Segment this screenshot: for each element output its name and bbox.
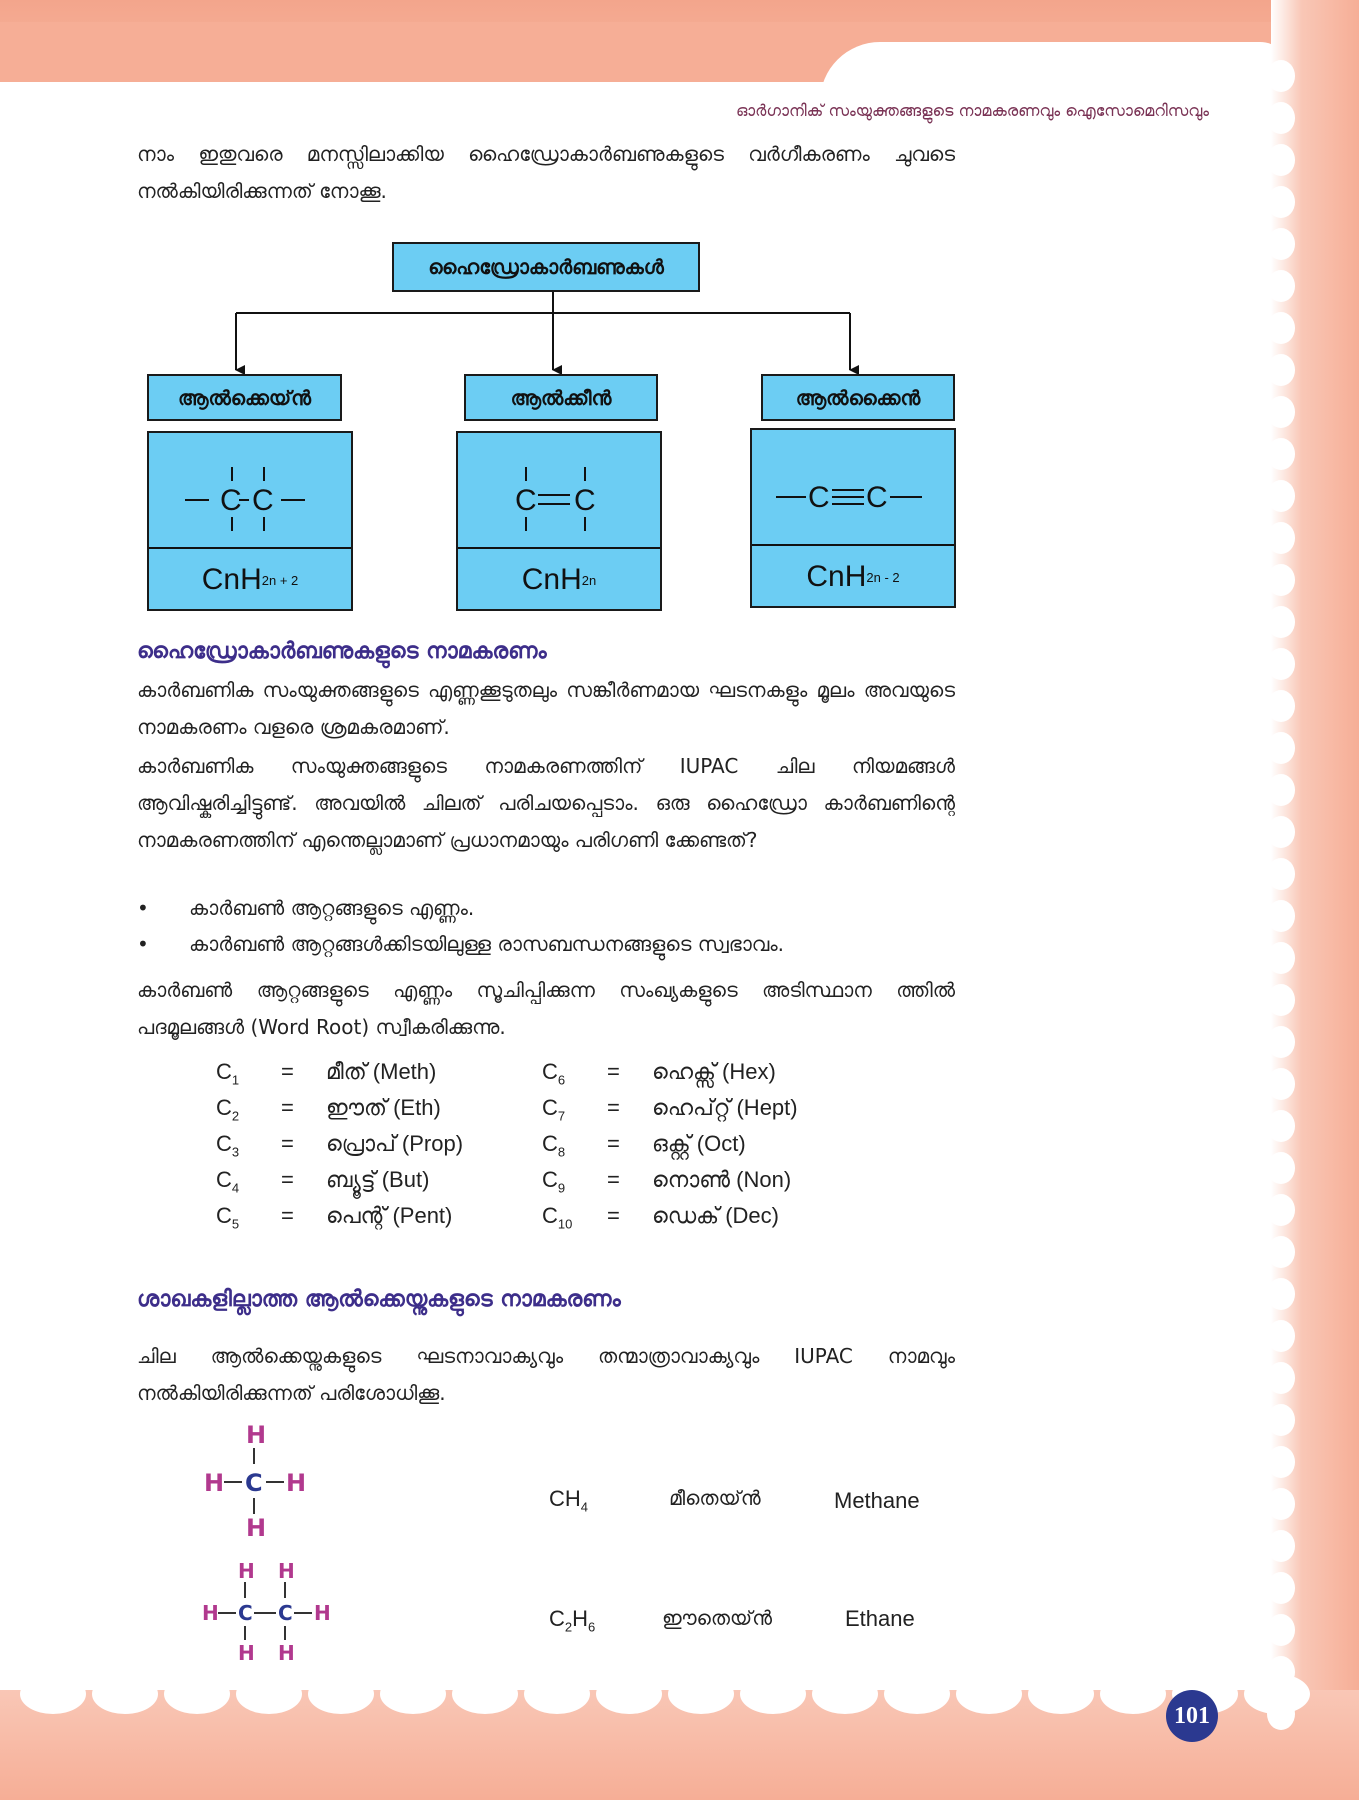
border-scallop xyxy=(884,1674,950,1714)
alkene-label-box: ആൽക്കീൻ xyxy=(464,374,658,421)
border-scallop xyxy=(1267,774,1295,806)
border-scallop xyxy=(956,1674,1022,1714)
border-scallop xyxy=(1267,1152,1295,1184)
border-scallop xyxy=(236,1674,302,1714)
methane-molecular-formula: $CH_4$ xyxy=(549,1486,589,1515)
methane-h-left: H xyxy=(204,1469,225,1497)
border-scallop xyxy=(1267,228,1295,260)
alkene-carbon-1: C xyxy=(515,484,537,517)
alkyne-carbon-1: C xyxy=(808,481,830,514)
alkyne-carbon-2: C xyxy=(866,481,888,514)
ethane-h-bottom-1: H xyxy=(238,1641,255,1664)
alkene-carbon-2: C xyxy=(574,484,596,517)
border-scallop xyxy=(1267,1068,1295,1100)
border-scallop xyxy=(1267,1614,1295,1646)
word-root-row: $C_3$ = പ്രൊപ് (Prop) xyxy=(216,1131,464,1160)
word-root-list-right xyxy=(542,1054,798,1234)
border-scallop xyxy=(1267,1530,1295,1562)
border-scallop xyxy=(1267,480,1295,512)
alkane-carbon-1: C xyxy=(220,484,242,517)
alkene-general-formula: CnH 2n xyxy=(521,563,597,596)
alkene-structure-box xyxy=(456,431,662,611)
border-scallop xyxy=(1267,900,1295,932)
diagram-root-box: ഹൈഡ്രോകാർബണുകൾ xyxy=(392,242,700,292)
border-scallop xyxy=(1267,732,1295,764)
border-scallop xyxy=(1267,606,1295,638)
alkane-bond-diagram xyxy=(149,433,351,543)
border-scallop xyxy=(1267,396,1295,428)
alkane-structure-box xyxy=(147,431,353,611)
border-scallop xyxy=(1267,1278,1295,1310)
border-scallop xyxy=(20,1674,86,1714)
methane-iupac-name: Methane xyxy=(834,1488,920,1513)
section-heading-unbranched-alkanes: ശാഖകളില്ലാത്ത ആൽക്കെയ്നുകളുടെ നാമകരണം xyxy=(137,1287,621,1312)
border-scallop xyxy=(1267,270,1295,302)
border-scallop xyxy=(1267,1236,1295,1268)
border-scallop xyxy=(92,1674,158,1714)
methane-h-bottom: H xyxy=(246,1514,267,1542)
running-header: ഓർഗാനിക് സംയുക്തങ്ങളുടെ നാമകരണവും ഐസോമെറിസവും xyxy=(736,101,1209,120)
ethane-malayalam-name: ഈതെയ്ൻ xyxy=(662,1608,773,1630)
alkyne-general-formula: CnH 2n - 2 xyxy=(806,560,900,593)
bullet-item: • കാർബൺ ആറ്റങ്ങളുടെ എണ്ണം. xyxy=(137,896,475,920)
border-scallop xyxy=(1267,1698,1295,1730)
word-root-row: $C_4$ = ബ്യൂട്ട് (But) xyxy=(216,1167,430,1196)
border-scallop xyxy=(1267,690,1295,722)
border-scallop xyxy=(1267,1110,1295,1142)
border-scallop xyxy=(1267,102,1295,134)
methane-h-right: H xyxy=(286,1469,307,1497)
paragraph-word-root: കാർബൺ ആറ്റങ്ങളുടെ എണ്ണം സൂചിപ്പിക്കുന്ന സംഖ്യകളുടെ അടിസ്ഥാന ത്തിൽ പദമൂലങ്ങൾ (Word Root) സ്വീകരിക്കുന്നു. xyxy=(137,978,955,1039)
border-scallop xyxy=(1267,648,1295,680)
border-scallop xyxy=(1267,1026,1295,1058)
ethane-h-right: H xyxy=(314,1601,331,1625)
alkyne-label-box: ആൽക്കൈൻ xyxy=(761,374,955,421)
ethane-iupac-name: Ethane xyxy=(845,1606,915,1631)
section-heading-hydrocarbon-naming: ഹൈഡ്രോകാർബണുകളുടെ നാമകരണം xyxy=(137,639,547,664)
ethane-structural-formula xyxy=(198,1558,338,1664)
word-root-row: $C_1$ = മീത് (Meth) xyxy=(216,1059,437,1088)
border-scallop xyxy=(380,1674,446,1714)
border-scallop xyxy=(1267,564,1295,596)
border-scallop xyxy=(1267,942,1295,974)
border-scallop xyxy=(1267,858,1295,890)
border-scallop xyxy=(1267,144,1295,176)
border-scallop xyxy=(1267,1404,1295,1436)
alkyne-structure-box xyxy=(750,428,956,608)
border-scallop xyxy=(1267,984,1295,1016)
alkyne-bond-diagram xyxy=(752,430,954,540)
border-scallop xyxy=(524,1674,590,1714)
methane-carbon: C xyxy=(245,1469,263,1497)
bottom-decorative-band xyxy=(0,1690,1359,1800)
border-scallop xyxy=(164,1674,230,1714)
alkane-general-formula: CnH 2n + 2 xyxy=(201,563,299,596)
border-scallop xyxy=(1267,1320,1295,1352)
border-scallop xyxy=(1267,1488,1295,1520)
border-scallop xyxy=(1267,438,1295,470)
border-scallop xyxy=(1267,1572,1295,1604)
border-scallop xyxy=(1267,1446,1295,1478)
intro-paragraph: നാം ഇതുവരെ മനസ്സിലാക്കിയ ഹൈഡ്രോകാർബണുകളുടെ വർഗീകരണം ചുവടെ നൽകിയിരിക്കുന്നത് നോക്കൂ. xyxy=(137,142,955,203)
border-scallop xyxy=(1100,1674,1166,1714)
page-number: 101 xyxy=(1166,1690,1218,1742)
methane-structural-formula xyxy=(196,1418,316,1548)
border-scallop xyxy=(308,1674,374,1714)
ethane-carbon-2: C xyxy=(278,1601,293,1625)
border-scallop xyxy=(740,1674,806,1714)
ethane-h-bottom-2: H xyxy=(278,1641,295,1664)
word-root-row: $C_9$ = നൊൺ (Non) xyxy=(542,1167,792,1196)
methane-h-top: H xyxy=(246,1421,267,1449)
border-scallop xyxy=(452,1674,518,1714)
ethane-molecular-formula: $C_2H_6$ xyxy=(549,1606,596,1635)
border-scallop xyxy=(1267,186,1295,218)
border-scallop xyxy=(1267,60,1295,92)
bullet-item: • കാർബൺ ആറ്റങ്ങൾക്കിടയിലുള്ള രാസബന്ധനങ്ങളുടെ സ്വഭാവം. xyxy=(137,932,784,956)
border-scallop xyxy=(596,1674,662,1714)
ethane-h-left: H xyxy=(202,1601,219,1625)
border-scallop xyxy=(1267,312,1295,344)
word-root-list-left xyxy=(216,1054,463,1234)
border-scallop xyxy=(1028,1674,1094,1714)
border-scallop xyxy=(1267,816,1295,848)
border-scallop xyxy=(1267,1194,1295,1226)
alkane-carbon-2: C xyxy=(252,484,274,517)
word-root-row: $C_8$ = ഒക്റ്റ് (Oct) xyxy=(542,1131,746,1160)
word-root-row: $C_7$ = ഹെപ്റ്റ് (Hept) xyxy=(542,1095,798,1124)
alkene-bond-diagram xyxy=(458,433,660,543)
paragraph-check-structures: ചില ആൽക്കെയ്നുകളുടെ ഘടനാവാക്യവും തന്മാത്രാവാക്യവും IUPAC നാമവും നൽകിയിരിക്കുന്നത് പരിശോധിക്കൂ. xyxy=(137,1344,955,1405)
word-root-row: $C_5$ = പെന്റ് (Pent) xyxy=(216,1203,453,1232)
word-root-row: $C_{10}$ = ഡെക് (Dec) xyxy=(542,1203,779,1232)
ethane-h-top-2: H xyxy=(278,1559,295,1583)
border-scallop xyxy=(1267,354,1295,386)
border-scallop xyxy=(1267,1656,1295,1688)
methane-malayalam-name: മീതെയ്ൻ xyxy=(669,1488,761,1510)
border-scallop xyxy=(668,1674,734,1714)
ethane-carbon-1: C xyxy=(238,1601,253,1625)
ethane-h-top-1: H xyxy=(238,1559,255,1583)
paragraph-complexity: കാർബണിക സംയുക്തങ്ങളുടെ എണ്ണക്കൂടുതലും സങ്കീർണമായ ഘടനകളും മൂലം അവയുടെ നാമകരണം വളരെ ശ്രമകരമാണ്. xyxy=(137,678,955,739)
word-root-row: $C_2$ = ഈത് (Eth) xyxy=(216,1095,441,1124)
alkane-label-box: ആൽക്കെയ്ൻ xyxy=(147,374,342,421)
word-root-row: $C_6$ = ഹെക്സ് (Hex) xyxy=(542,1059,776,1088)
border-scallop xyxy=(1267,1362,1295,1394)
paragraph-iupac-rules: കാർബണിക സംയുക്തങ്ങളുടെ നാമകരണത്തിന് IUPAC ചില നിയമങ്ങൾ ആവിഷ്കരിച്ചിട്ടുണ്ട്. അവയിൽ ചിലത് പരിചയപ്പെടാം. ഒരു ഹൈഡ്രോ കാർബണിന്റെ നാമകരണത്തിന് എന്തെല്ലാമാണ് പ്രധാനമായും പരിഗണി ക്കേണ്ടത്? xyxy=(137,754,955,852)
border-scallop xyxy=(1267,522,1295,554)
border-scallop xyxy=(812,1674,878,1714)
